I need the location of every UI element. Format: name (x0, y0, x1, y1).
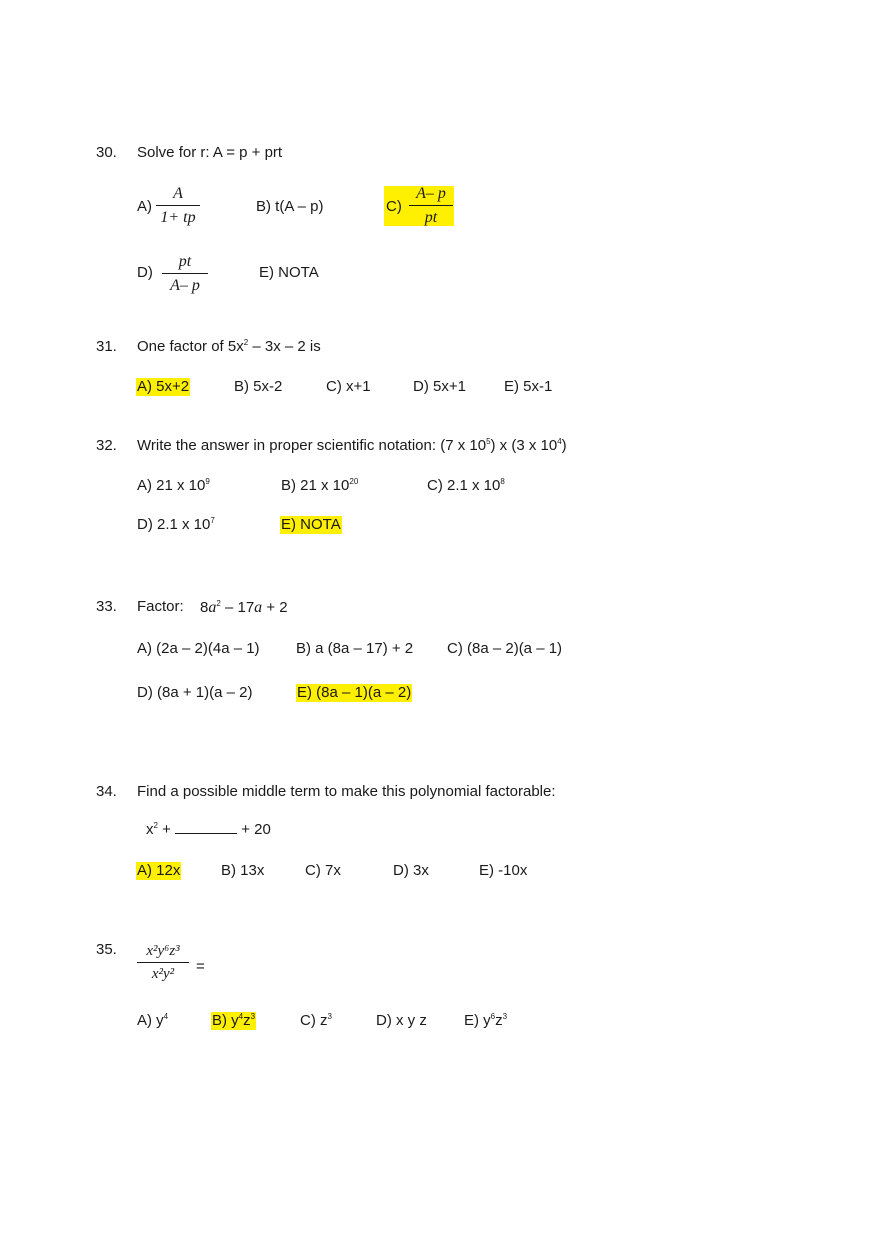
question-prompt (137, 437, 567, 455)
expr-part: + (157, 821, 176, 838)
exponent: 2 (216, 599, 221, 608)
option-d: D) (8a + 1)(a – 2) (137, 684, 253, 701)
question-number: 30. (96, 144, 117, 161)
option-b (211, 1012, 256, 1030)
option-e: E) (8a – 1)(a – 2) (297, 684, 412, 701)
fraction-bar (137, 962, 189, 963)
denominator: 1+ tp (160, 209, 196, 227)
exponent: 2 (243, 338, 249, 347)
option-d: D) x y z (376, 1012, 427, 1029)
option-d (137, 516, 215, 534)
exponent: 3 (250, 1012, 256, 1021)
option-b: B) t(A – p) (256, 198, 324, 215)
option-text: A) y (137, 1012, 164, 1029)
option-text: z (495, 1012, 503, 1029)
option-c: C) (8a – 2)(a – 1) (447, 640, 563, 657)
option-a (137, 477, 210, 495)
answer-blank (175, 823, 237, 834)
exponent: 9 (205, 477, 210, 486)
question-prompt (137, 338, 321, 356)
numerator: A (173, 185, 183, 202)
option-a-fraction (156, 184, 200, 227)
numerator: A– p (416, 185, 446, 202)
variable: a (254, 599, 263, 616)
option-d-label: D) (137, 264, 153, 281)
option-a: A) 5x+2 (137, 378, 190, 395)
exponent: 6 (490, 1012, 496, 1021)
question-number: 33. (96, 598, 117, 615)
question-number: 35. (96, 941, 117, 958)
question-number: 34. (96, 783, 117, 800)
polynomial-expression (146, 821, 271, 839)
numerator: pt (178, 253, 192, 270)
question-prompt: Solve for r: A = p + prt (137, 144, 283, 161)
option-text: E) y (464, 1012, 491, 1029)
denominator: pt (424, 209, 438, 227)
option-text: z (243, 1012, 251, 1029)
option-text: C) 2.1 x 10 (427, 477, 501, 494)
option-b: B) a (8a – 17) + 2 (296, 640, 414, 657)
prompt-text: ) x (3 x 10 (490, 437, 558, 454)
question-prompt: Factor: (137, 598, 184, 615)
expr-part: – 17 (220, 599, 255, 616)
fraction-bar (156, 205, 200, 206)
expr-part: 8 (200, 599, 209, 616)
expr-part: x (146, 821, 154, 838)
exponent: 7 (210, 516, 215, 525)
polynomial-expression (200, 598, 288, 617)
exponent: 2 (153, 821, 158, 830)
exponent: 3 (327, 1012, 332, 1021)
option-text: A) 21 x 10 (137, 477, 206, 494)
option-c (427, 477, 505, 495)
exponent: 4 (557, 437, 562, 446)
option-c-label: C) (386, 198, 402, 215)
option-a: A) (2a – 2)(4a – 1) (137, 640, 260, 657)
option-c: C) x+1 (326, 378, 371, 395)
prompt-text: Write the answer in proper scientific notation: (7 x 10 (137, 437, 487, 454)
denominator: A– p (170, 277, 200, 295)
option-d: D) 3x (393, 862, 429, 879)
option-d: D) 5x+1 (413, 378, 466, 395)
expr-part: + 2 (262, 599, 288, 616)
option-d-fraction (162, 252, 208, 295)
variable: a (208, 599, 217, 616)
option-b (281, 477, 358, 495)
option-e (464, 1012, 507, 1030)
expression-fraction (137, 942, 189, 983)
exponent: 20 (349, 477, 359, 486)
option-c (300, 1012, 332, 1030)
equals-sign: = (196, 958, 205, 975)
option-c-fraction (409, 184, 453, 227)
option-b: B) 13x (221, 862, 265, 879)
option-a (137, 1012, 168, 1030)
option-e: E) NOTA (281, 516, 341, 533)
option-e: E) NOTA (259, 264, 319, 281)
exponent: 4 (163, 1012, 169, 1021)
exponent: 3 (502, 1012, 508, 1021)
prompt-text: One factor of 5x (137, 338, 244, 355)
option-text: C) z (300, 1012, 328, 1029)
option-text: B) 21 x 10 (281, 477, 350, 494)
exponent: 5 (486, 437, 491, 446)
option-text: B) y (212, 1012, 239, 1029)
option-e: E) -10x (479, 862, 528, 879)
question-prompt: Find a possible middle term to make this polynomial factorable: (137, 783, 556, 800)
prompt-text: ) (561, 437, 567, 454)
option-a-label: A) (137, 198, 152, 215)
option-b: B) 5x-2 (234, 378, 283, 395)
question-number: 32. (96, 437, 117, 454)
question-number: 31. (96, 338, 117, 355)
exponent: 4 (238, 1012, 244, 1021)
option-text: D) 2.1 x 10 (137, 516, 211, 533)
fraction-bar (409, 205, 453, 206)
numerator: x²y⁶z³ (146, 943, 180, 959)
expr-part: + 20 (237, 821, 271, 838)
exponent: 8 (500, 477, 505, 486)
option-e: E) 5x-1 (504, 378, 553, 395)
denominator: x²y² (151, 966, 175, 982)
option-a: A) 12x (137, 862, 181, 879)
option-c: C) 7x (305, 862, 341, 879)
fraction-bar (162, 273, 208, 274)
prompt-text: – 3x – 2 is (248, 338, 321, 355)
